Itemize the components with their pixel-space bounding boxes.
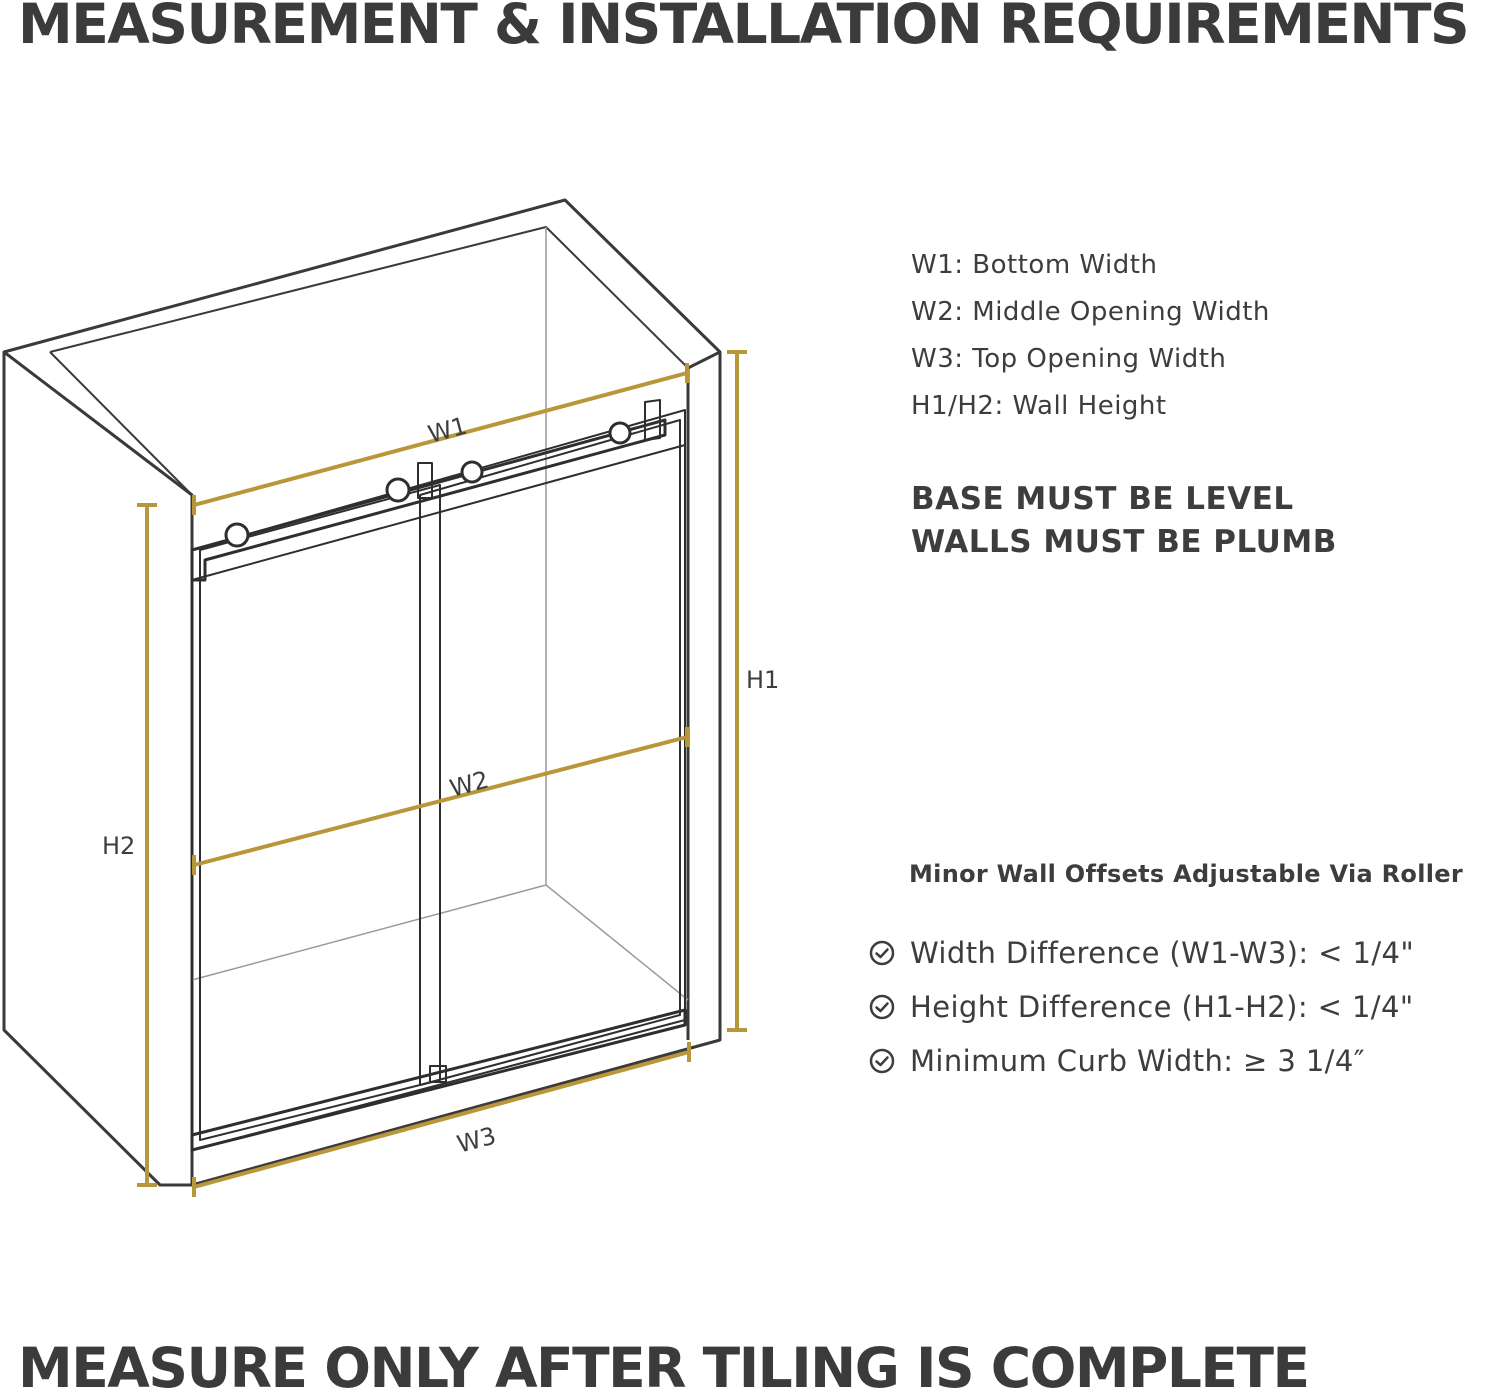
door-frame	[192, 410, 685, 1150]
check-width-difference	[868, 926, 1414, 980]
base-level-text: BASE MUST BE LEVEL	[911, 481, 1294, 517]
w3-label: W3	[454, 1121, 499, 1159]
check-text: Minimum Curb Width: ≥ 3 1/4″	[910, 1044, 1365, 1078]
fixed-panel	[420, 420, 680, 1085]
check-circle-icon	[868, 939, 896, 967]
wall-offset-note: Minor Wall Offsets Adjustable Via Roller	[909, 860, 1463, 888]
alcove-outline	[4, 200, 720, 1185]
legend-item-h1h2: H1/H2: Wall Height	[911, 391, 1167, 421]
check-text: Height Difference (H1-H2): < 1/4"	[910, 990, 1414, 1024]
page-title: MEASUREMENT & INSTALLATION REQUIREMENTS	[18, 0, 1469, 56]
w2-label: W2	[446, 765, 492, 803]
footer-note: MEASURE ONLY AFTER TILING IS COMPLETE	[18, 1336, 1309, 1400]
h2-label: H2	[102, 832, 136, 860]
check-text: Width Difference (W1-W3): < 1/4"	[910, 936, 1415, 970]
legend-item-w3: W3: Top Opening Width	[911, 344, 1227, 374]
measurement-legend	[911, 242, 1270, 430]
alcove-top-inner	[50, 227, 688, 368]
w1-label: W1	[425, 411, 470, 449]
legend-item-w1: W1: Bottom Width	[911, 250, 1158, 280]
tolerance-checklist	[868, 926, 1414, 1088]
roller	[462, 462, 482, 482]
check-height-difference	[868, 980, 1414, 1034]
walls-plumb-text: WALLS MUST BE PLUMB	[911, 524, 1337, 560]
check-circle-icon	[868, 993, 896, 1021]
h1-label: H1	[746, 666, 780, 694]
roller	[387, 479, 409, 501]
shower-door-diagram	[0, 0, 840, 1240]
roller	[226, 524, 248, 546]
legend-item-w2: W2: Middle Opening Width	[911, 297, 1270, 327]
roller	[610, 423, 630, 443]
level-plumb-requirements	[911, 478, 1337, 564]
check-circle-icon	[868, 1047, 896, 1075]
check-curb-width	[868, 1034, 1414, 1088]
